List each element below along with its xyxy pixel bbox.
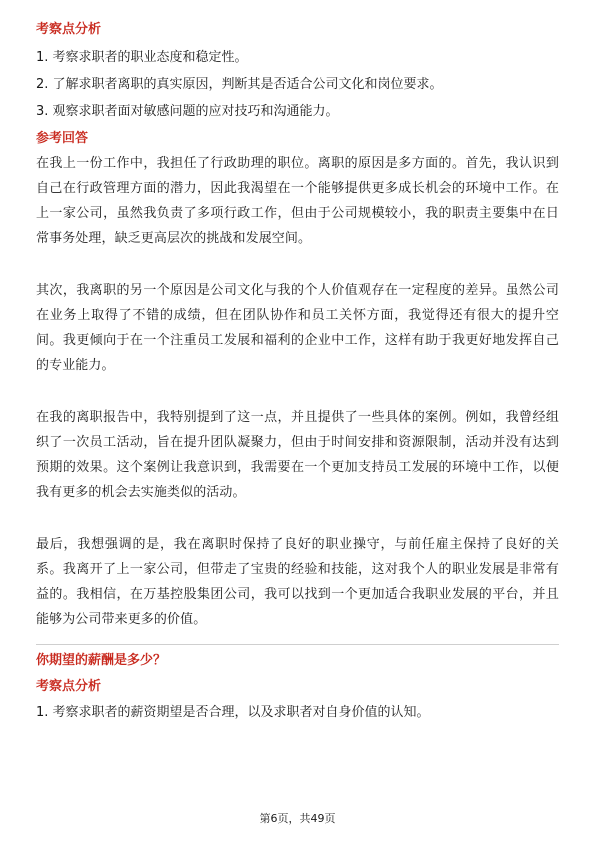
section-divider bbox=[36, 644, 559, 645]
answer-paragraph: 在我的离职报告中，我特别提到了这一点，并且提供了一些具体的案例。例如，我曾经组织了一次员工活动，旨在提升团队凝聚力，但由于时间安排和资源限制，活动并没有达到预期的效果。这个案例让我意识到，我需要在一个更加支持员工发展的环境中工作，以便我有更多的机会去实施类似的活动。 bbox=[36, 410, 559, 500]
document-page bbox=[36, 20, 559, 723]
question-title: 你期望的薪酬是多少？ bbox=[36, 653, 167, 668]
analysis-item: 3. 观察求职者面对敏感问题的应对技巧和沟通能力。 bbox=[36, 104, 339, 119]
answer-paragraph: 其次，我离职的另一个原因是公司文化与我的个人价值观存在一定程度的差异。虽然公司在业务上取得了不错的成绩，但在团队协作和员工关怀方面，我觉得还有很大的提升空间。我更倾向于在一个注重员工发展和福利的企业中工作，这样有助于我更好地发挥自己的专业能力。 bbox=[36, 283, 559, 373]
analysis-list bbox=[36, 48, 559, 122]
section-heading-analysis: 考察点分析 bbox=[36, 22, 102, 37]
section-heading-answer: 参考回答 bbox=[36, 131, 89, 146]
answer-paragraph: 最后，我想强调的是，我在离职时保持了良好的职业操守，与前任雇主保持了良好的关系。我离开了上一家公司，但带走了宝贵的经验和技能，这对我个人的职业发展是非常有益的。我相信，在万基控股集团公司，我可以找到一个更加适合我职业发展的平台，并且能够为公司带来更多的价值。 bbox=[36, 537, 559, 627]
answer-paragraph: 在我上一份工作中，我担任了行政助理的职位。离职的原因是多方面的。首先，我认识到自己在行政管理方面的潜力，因此我渴望在一个能够提供更多成长机会的环境中工作。在上一家公司，虽然我负责了多项行政工作，但由于公司规模较小，我的职责主要集中在日常事务处理，缺乏更高层次的挑战和发展空间。 bbox=[36, 156, 559, 246]
analysis-item: 2. 了解求职者离职的真实原因，判断其是否适合公司文化和岗位要求。 bbox=[36, 77, 443, 92]
section-heading-analysis: 考察点分析 bbox=[36, 679, 102, 694]
page-number: 第6页，共49页 bbox=[259, 812, 336, 825]
analysis-item: 1. 考察求职者的薪资期望是否合理，以及求职者对自身价值的认知。 bbox=[36, 705, 430, 720]
analysis-item: 1. 考察求职者的职业态度和稳定性。 bbox=[36, 50, 248, 65]
